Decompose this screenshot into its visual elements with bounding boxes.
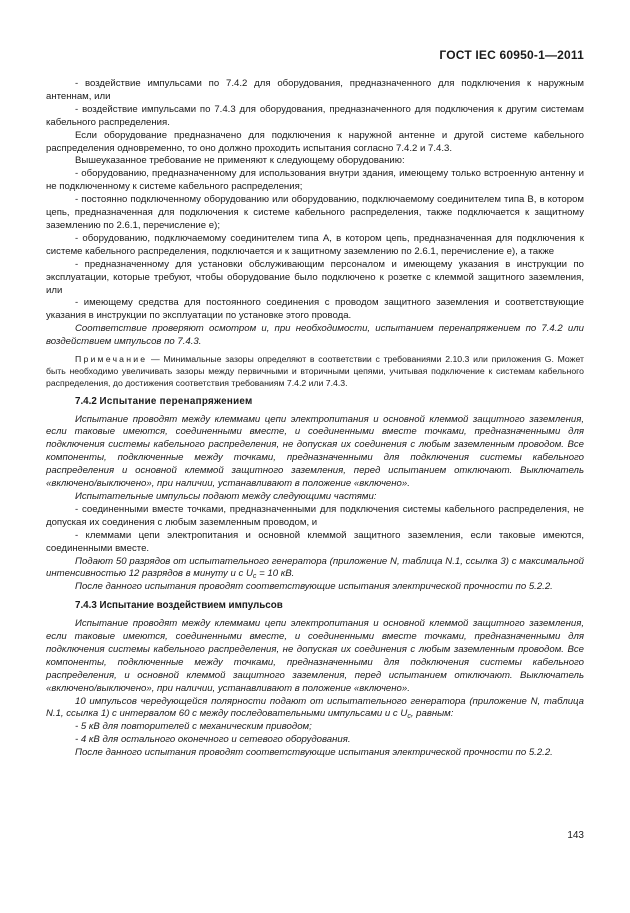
paragraph — [46, 556, 584, 582]
section-number: 7.4.2 — [75, 395, 97, 407]
subscript: c — [407, 713, 411, 721]
paragraph: - оборудованию, предназначенному для использования внутри здания, имеющему только встроенную антенну и не подключенному к системе кабельного распределения; — [46, 168, 584, 193]
page-content — [46, 78, 584, 760]
text-run: 10 импульсов чередующейся полярности подают от испытательного генератора (приложение N, таблица N.1, ссылка 1) с интервалом 60 с между последовательными импульсами и с U — [46, 695, 584, 720]
paragraph: - оборудованию, подключаемому соединителем типа А, в котором цепь, предназначенная для подключения к системе кабельного распределения, подключается и к защитному заземлению по 2.6.1, перечисление е), а также — [46, 232, 584, 257]
paragraph: - воздействие импульсами по 7.4.3 для оборудования, предназначенного для подключения к другим системам кабельного распределения. — [46, 103, 584, 128]
paragraph: - клеммами цепи электропитания и основной клеммой защитного заземления, если таковые имеются, соединенными вместе. — [46, 529, 584, 554]
paragraph: - предназначенному для установки обслуживающим персоналом и имеющему указания в инструкции по эксплуатации, которые требуют, чтобы оборудование было подключено к розетке с клеммой защитного заземления, или — [46, 258, 584, 296]
section-number: 7.4.3 — [75, 600, 97, 612]
paragraph: Испытательные импульсы подают между следующими частями: — [75, 490, 377, 502]
note-text: — Минимальные зазоры определяют в соответствии с требованиями 2.10.3 или приложения G. Может быть необходимо увеличивать зазоры между первичными и вторичными цепями, учитывая подключение к системам кабельного распределения, до достижения соответствия требованиям 7.4.2 или 7.4.3. — [46, 354, 584, 389]
paragraph: - соединенными вместе точками, предназначенными для подключения системы кабельного распределения, не допуская их соединения с любым заземленным проводом, и — [46, 503, 584, 528]
paragraph: - постоянно подключенному оборудованию или оборудованию, подключаемому соединителем типа В, в котором цепь, предназначенная для подключения к системе кабельного распределения, также подключается к защитному заземлению по 2.6.1, перечисление е); — [46, 194, 584, 231]
text-run: Подают 50 разрядов от испытательного генератора (приложение N, таблица N.1, ссылка 3) с максимальной интенсивностью 12 разрядов в минуту и с U — [46, 555, 584, 580]
paragraph: Испытание проводят между клеммами цепи электропитания и основной клеммой защитного заземления, если таковые имеются, соединенными вместе, и соединенными вместе точками, предназначенными для подключения системы кабельного распределения, не допуская их соединения с любым заземленным проводом. Все компоненты, подключенные между точками, предназначенными для подключения системы кабельного распределения, и основной клеммой защитного заземления, перед испытанием отключают. Выключатель «включено/выключено», при наличии, устанавливают в положение «включено». — [46, 618, 584, 694]
paragraph: Если оборудование предназначено для подключения к наружной антенне и другой системе кабельного распределения одновременно, то оно должно проходить испытания согласно 7.4.2 и 7.4.3. — [46, 129, 584, 154]
paragraph — [46, 696, 584, 722]
paragraph: - 5 кВ для повторителей с механическим приводом; — [75, 721, 312, 733]
section-title: Испытание воздействием импульсов — [99, 600, 283, 612]
section-heading-743 — [75, 600, 584, 613]
compliance-statement: Соответствие проверяют осмотром и, при необходимости, испытанием перенапряжением по 7.4.2 или воздействием импульсов по 7.4.3. — [46, 323, 584, 348]
paragraph: Испытание проводят между клеммами цепи электропитания и основной клеммой защитного заземления, если таковые имеются, соединенными вместе, и соединенными вместе точками, предназначенными для подключения системы кабельного распределения, не допуская их соединения с любым заземленным проводом. Все компоненты, подключенные между точками, предназначенными для подключения системы кабельного распределения и основной клеммой защитного заземления, перед испытанием отключают. Выключатель «включено/выключено», при наличии, устанавливают в положение «включено». — [46, 413, 584, 490]
note-label: Примечание — [75, 354, 148, 365]
paragraph: После данного испытания проводят соответствующие испытания электрической прочности по 5.2.2. — [75, 581, 553, 593]
subscript: c — [252, 573, 257, 581]
note — [46, 353, 584, 390]
paragraph: - воздействие импульсами по 7.4.2 для оборудования, предназначенного для подключения к наружным антеннам, или — [46, 78, 584, 102]
paragraph: - имеющему средства для постоянного соединения с проводом защитного заземления и соответствующие указания в инструкции по эксплуатации по установке этого провода. — [46, 297, 584, 322]
section-title: Испытание перенапряжением — [99, 395, 253, 407]
standard-header: ГОСТ IEC 60950-1—2011 — [439, 48, 584, 62]
text-run: , равным: — [410, 708, 454, 720]
page-number: 143 — [567, 830, 584, 841]
text-run: = 10 кВ. — [256, 568, 295, 580]
paragraph: После данного испытания проводят соответствующие испытания электрической прочности по 5.2.2. — [75, 747, 553, 759]
paragraph: Вышеуказанное требование не применяют к следующему оборудованию: — [75, 155, 405, 167]
section-heading-742 — [75, 396, 584, 409]
paragraph: - 4 кВ для остального оконечного и сетевого оборудования. — [75, 734, 351, 746]
